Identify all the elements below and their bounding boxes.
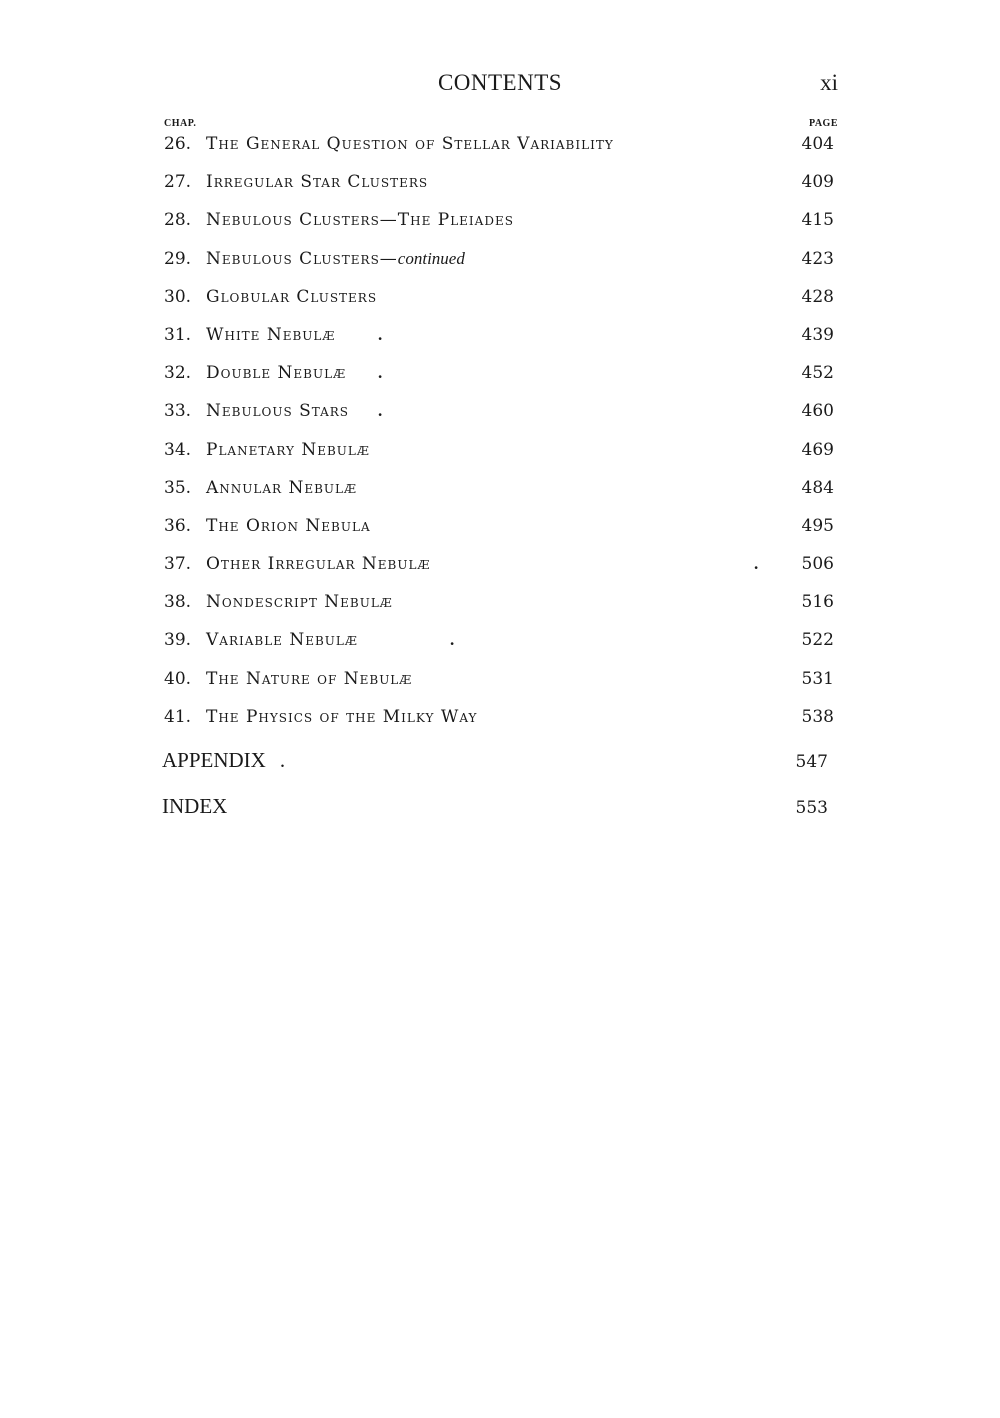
chapter-number: 37. (164, 554, 192, 575)
toc-row (162, 399, 836, 437)
page-reference: 409 (801, 172, 834, 193)
chapter-title (206, 285, 377, 309)
toc-row (162, 438, 836, 476)
chapter-title-text: Irregular Star Clusters (206, 172, 429, 193)
page-number: xi (820, 70, 838, 95)
chapter-title (206, 361, 346, 385)
toc-row (162, 667, 836, 705)
page-reference: 522 (801, 630, 834, 651)
chapter-title-text: Globular Clusters (206, 286, 378, 307)
chapter-title (206, 514, 371, 538)
chapter-title (206, 438, 370, 462)
chapter-number: 30. (164, 286, 192, 307)
page-reference: 538 (801, 706, 834, 727)
back-matter-label (162, 792, 227, 820)
chapter-title (206, 476, 357, 500)
leader-dot: . (378, 401, 383, 421)
leader-dot: . (279, 748, 286, 772)
toc-row (162, 132, 836, 170)
table-of-contents (162, 132, 836, 743)
toc-row (162, 323, 836, 361)
chapter-title (206, 208, 514, 232)
toc-row (162, 208, 836, 246)
page-column-label: PAGE (808, 118, 838, 129)
chapter-number: 36. (164, 515, 192, 536)
page-reference: 516 (801, 592, 834, 613)
chapter-title (206, 667, 412, 691)
chapter-title-text: The Nature of Nebulæ (206, 668, 413, 689)
chapter-title (206, 705, 477, 729)
page-reference: 547 (795, 752, 828, 772)
page-reference: 404 (801, 134, 834, 154)
page-reference: 423 (801, 248, 834, 269)
page-reference: 531 (801, 668, 834, 689)
page-reference: 553 (795, 798, 828, 818)
toc-row (162, 476, 836, 514)
chapter-title-text: Annular Nebulæ (206, 477, 358, 498)
chapter-number: 26. (164, 134, 192, 154)
chapter-number: 40. (164, 668, 192, 689)
chapter-title-text: Double Nebulæ (206, 363, 347, 384)
chapter-number: 41. (164, 706, 192, 727)
page-reference: 428 (801, 286, 834, 307)
chapter-number: 35. (164, 477, 192, 498)
chapter-number: 29. (164, 248, 192, 269)
page-reference: 469 (801, 439, 834, 460)
leader-dot: . (754, 554, 759, 574)
chapter-number: 38. (164, 592, 192, 613)
chapter-title-text: Nebulous Clusters—The Pleiades (206, 210, 514, 231)
chapter-title-text: The General Question of Stellar Variability (206, 134, 614, 154)
chapter-title-suffix: continued (397, 248, 465, 268)
chapter-title (206, 399, 349, 423)
page-reference: 439 (801, 324, 834, 345)
chapter-number: 39. (164, 630, 192, 651)
chap-column-label: CHAP. (164, 118, 197, 129)
page-reference: 452 (801, 363, 834, 384)
back-matter-row (162, 746, 836, 792)
back-matter-label (162, 746, 285, 774)
toc-row (162, 705, 836, 743)
chapter-number: 32. (164, 363, 192, 384)
leader-dot: . (378, 363, 383, 383)
chapter-title-text: Other Irregular Nebulæ (206, 554, 431, 575)
back-matter-label-text: INDEX (162, 794, 228, 818)
back-matter-list (162, 746, 836, 838)
toc-row (162, 285, 836, 323)
chapter-number: 28. (164, 210, 192, 231)
toc-row (162, 590, 836, 628)
page-header (0, 70, 1000, 100)
chapter-title-text: The Orion Nebula (206, 515, 371, 536)
chapter-title-text: Nebulous Clusters— (206, 248, 398, 269)
chapter-number: 27. (164, 172, 192, 193)
chapter-title-text: The Physics of the Milky Way (206, 706, 478, 727)
page-reference: 484 (801, 477, 834, 498)
chapter-title-text: White Nebulæ (206, 324, 336, 345)
back-matter-label-text: APPENDIX (162, 748, 266, 772)
toc-row (162, 552, 836, 590)
toc-row (162, 247, 836, 285)
leader-dot: . (450, 630, 455, 650)
chapter-title (206, 628, 358, 652)
chapter-number: 31. (164, 324, 192, 345)
column-labels (164, 118, 838, 130)
leader-dot: . (378, 324, 383, 344)
chapter-title-text: Nebulous Stars (206, 401, 350, 422)
toc-row (162, 170, 836, 208)
back-matter-row (162, 792, 836, 838)
chapter-title (206, 132, 614, 156)
chapter-number: 33. (164, 401, 192, 422)
chapter-title-text: Variable Nebulæ (206, 630, 358, 651)
toc-row (162, 628, 836, 666)
toc-row (162, 361, 836, 399)
page-title: CONTENTS (437, 70, 563, 95)
chapter-title (206, 247, 465, 271)
chapter-title (206, 170, 428, 194)
chapter-title-text: Nondescript Nebulæ (206, 592, 393, 613)
toc-row (162, 514, 836, 552)
page-reference: 495 (801, 515, 834, 536)
chapter-title (206, 590, 393, 614)
chapter-title (206, 552, 430, 576)
chapter-title-text: Planetary Nebulæ (206, 439, 370, 460)
chapter-title (206, 323, 335, 347)
page-reference: 415 (801, 210, 834, 231)
chapter-number: 34. (164, 439, 192, 460)
page-reference: 506 (801, 554, 834, 575)
page-reference: 460 (801, 401, 834, 422)
